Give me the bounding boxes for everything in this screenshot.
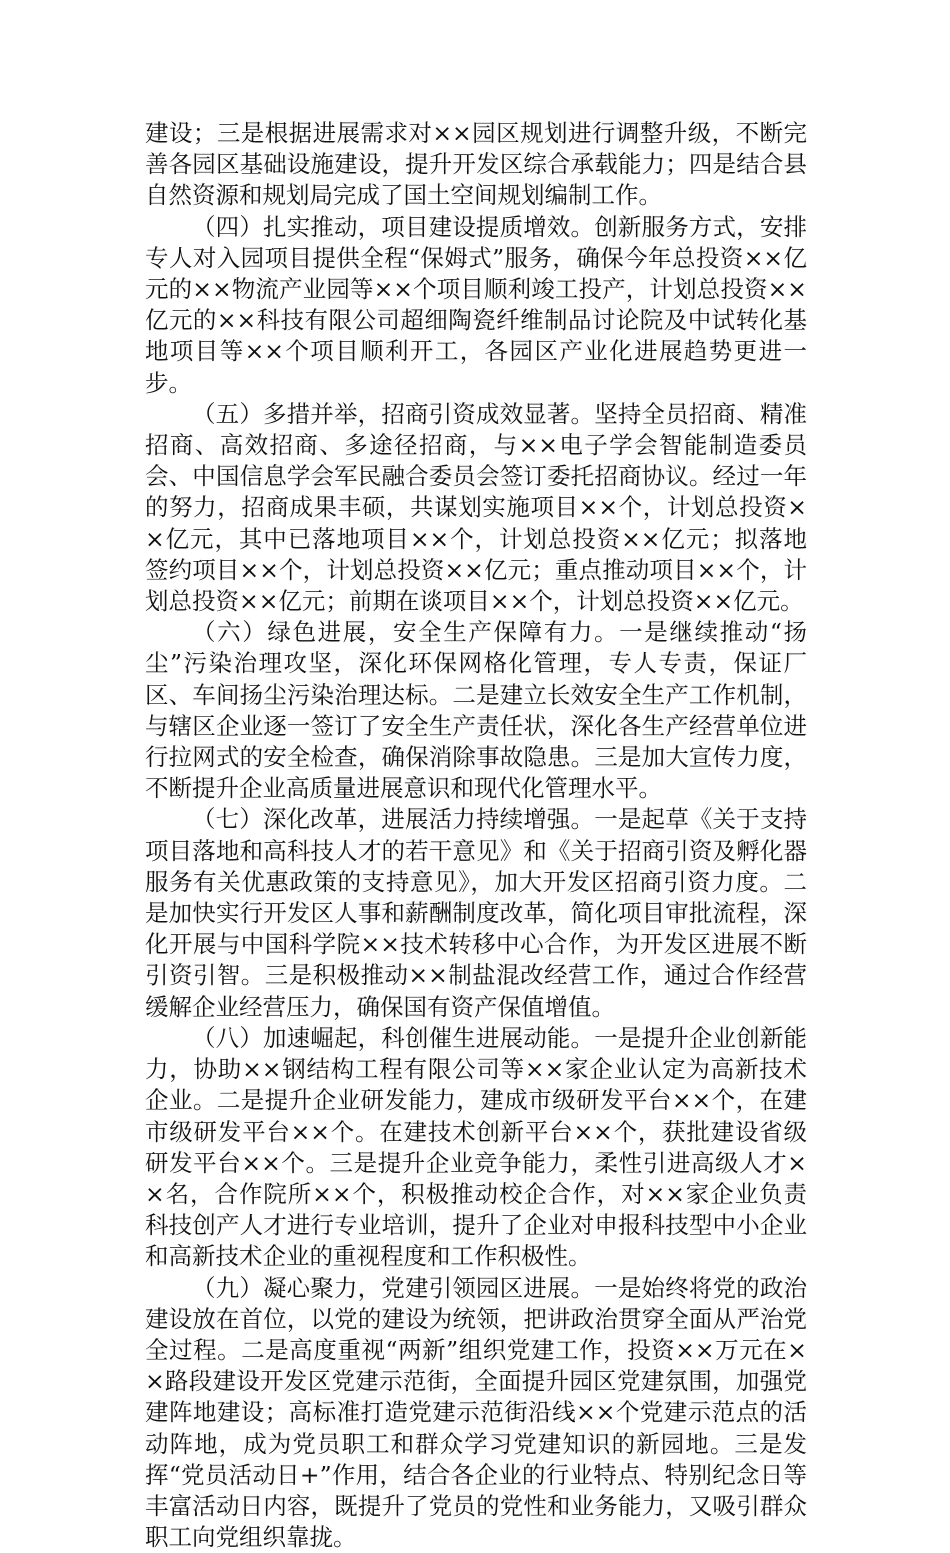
- document-page: [145, 118, 807, 1553]
- paragraph-section-8: （八）加速崛起，科创催生进展动能。一是提升企业创新能力，协助××钢结构工程有限公司等××家企业认定为高新技术企业。二是提升企业研发能力，建成市级研发平台××个，在建市级研发平台××个。在建技术创新平台××个，获批建设省级研发平台××个。三是提升企业竞争能力，柔性引进高级人才××名，合作院所××个，积极推动校企合作，对××家企业负责科技创产人才进行专业培训，提升了企业对申报科技型中小企业和高新技术企业的重视程度和工作积极性。: [145, 1023, 807, 1271]
- paragraph-section-4: （四）扎实推动，项目建设提质增效。创新服务方式，安排专人对入园项目提供全程“保姆式”服务，确保今年总投资××亿元的××物流产业园等××个项目顺利竣工投产，计划总投资××亿元的××科技有限公司超细陶瓷纤维制品讨论院及中试转化基地项目等××个项目顺利开工，各园区产业化进展趋势更进一步。: [145, 212, 807, 397]
- paragraph-section-9: （九）凝心聚力，党建引领园区进展。一是始终将党的政治建设放在首位，以党的建设为统领，把讲政治贯穿全面从严治党全过程。二是高度重视“两新”组织党建工作，投资××万元在××路段建设开发区党建示范街，全面提升园区党建氛围，加强党建阵地建设；高标准打造党建示范街沿线××个党建示范点的活动阵地，成为党员职工和群众学习党建知识的新园地。三是发挥“党员活动日+”作用，结合各企业的行业特点、特别纪念日等丰富活动日内容，既提升了党员的党性和业务能力，又吸引群众职工向党组织靠拢。: [145, 1273, 807, 1552]
- paragraph-section-6: （六）绿色进展，安全生产保障有力。一是继续推动“扬尘”污染治理攻坚，深化环保网格化管理，专人专责，保证厂区、车间扬尘污染治理达标。二是建立长效安全生产工作机制，与辖区企业逐一签订了安全生产责任状，深化各生产经营单位进行拉网式的安全检查，确保消除事故隐患。三是加大宣传力度，不断提升企业高质量进展意识和现代化管理水平。: [145, 618, 807, 803]
- paragraph-continuation: 建设；三是根据进展需求对××园区规划进行调整升级，不断完善各园区基础设施建设，提升开发区综合承载能力；四是结合县自然资源和规划局完成了国土空间规划编制工作。: [145, 119, 807, 210]
- paragraph-section-7: （七）深化改革，进展活力持续增强。一是起草《关于支持项目落地和高科技人才的若干意见》和《关于招商引资及孵化器服务有关优惠政策的支持意见》，加大开发区招商引资力度。二是加快实行开发区人事和薪酬制度改革，简化项目审批流程，深化开展与中国科学院××技术转移中心合作，为开发区进展不断引资引智。三是积极推动××制盐混改经营工作，通过合作经营缓解企业经营压力，确保国有资产保值增值。: [145, 805, 807, 1021]
- paragraph-section-5: （五）多措并举，招商引资成效显著。坚持全员招商、精准招商、高效招商、多途径招商，与××电子学会智能制造委员会、中国信息学会军民融合委员会签订委托招商协议。经过一年的努力，招商成果丰硕，共谋划实施项目××个，计划总投资××亿元，其中已落地项目××个，计划总投资××亿元；拟落地签约项目××个，计划总投资××亿元；重点推动项目××个，计划总投资××亿元；前期在谈项目××个，计划总投资××亿元。: [145, 399, 807, 616]
